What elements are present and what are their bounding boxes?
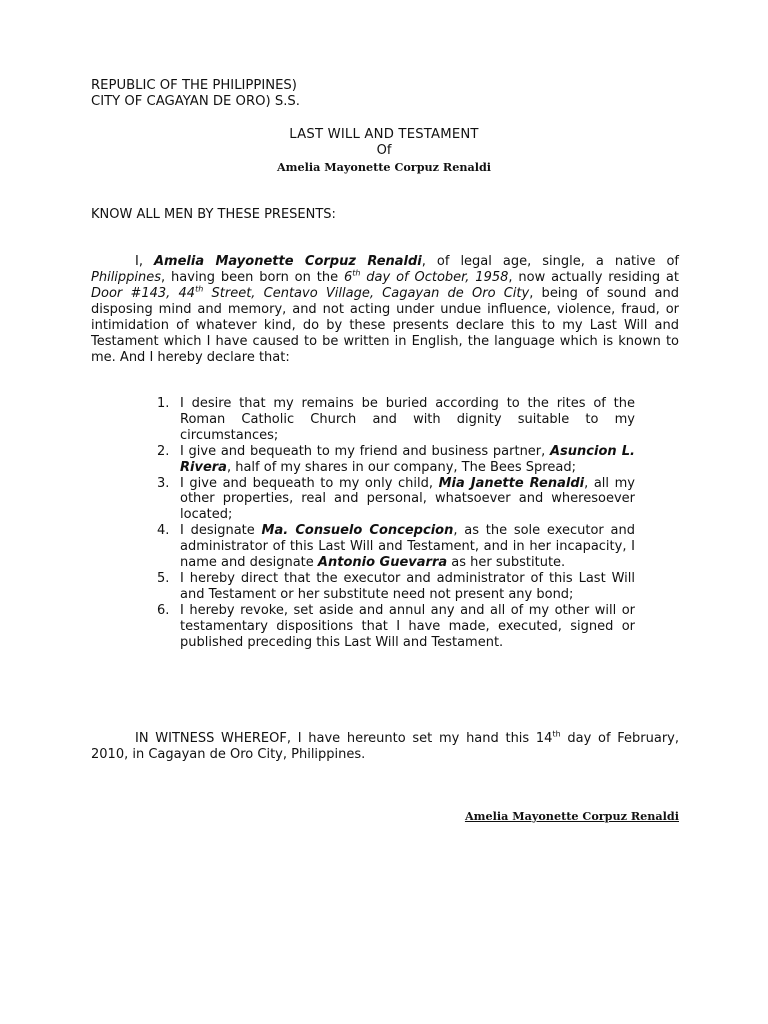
- substitute-name: Antonio Guevarra: [317, 555, 448, 571]
- beneficiary-name: Mia Janette Renaldi: [438, 475, 585, 491]
- provision-item: 2. I give and bequeath to my friend and business partner, Asuncion L. Rivera, half of my shares in our company, The Bees Spread;: [157, 443, 635, 475]
- provisions-list: [157, 396, 635, 651]
- testator-name: Amelia Mayonette Corpuz Renaldi: [153, 254, 422, 269]
- birth-date: 6th day of October, 1958: [343, 268, 509, 286]
- testator-name-heading: Amelia Mayonette Corpuz Renaldi: [276, 160, 492, 174]
- declaration-paragraph: I, Amelia Mayonette Corpuz Renaldi, of legal age, single, a native of Philippines, having been born on the 6th day of October, 1958, now actually residing at Door #143, 44th Street, Centavo Village, Cagayan de Oro City, being of sound and disposing mind and memory, and not acting under undue influence, violence, fraud, or intimidation of whatever kind, do by these presents declare this to my Last Will and Testament which I have caused to be written in English, the language which is known to me. And I hereby declare that:: [91, 254, 679, 366]
- provision-item: 5. I hereby direct that the executor and administrator of this Last Will and Testament or her substitute need not present any bond;: [157, 570, 635, 602]
- witness-paragraph: IN WITNESS WHEREOF, I have hereunto set my hand this 14th day of February, 2010, in Cagayan de Oro City, Philippines.: [91, 729, 680, 763]
- caption-republic: REPUBLIC OF THE PHILIPPINES): [91, 78, 297, 93]
- provision-item: 3. I give and bequeath to my only child, Mia Janette Renaldi, all my other properties, real and personal, whatsoever and wheresoever located;: [157, 475, 635, 523]
- address: Door #143, 44th Street, Centavo Village, Cagayan de Oro City: [91, 284, 530, 302]
- document-title: LAST WILL AND TESTAMENT: [289, 127, 479, 142]
- signature-name: Amelia Mayonette Corpuz Renaldi: [464, 809, 679, 823]
- country: Philippines: [91, 270, 162, 286]
- caption-city: CITY OF CAGAYAN DE ORO) S.S.: [91, 94, 300, 109]
- beneficiary-name: Asuncion L. Rivera: [180, 443, 635, 475]
- provision-item: 4. I designate Ma. Consuelo Concepcion, as the sole executor and administrator of this Last Will and Testament, and in her incapacity, I name and designate Antonio Guevarra as her substitute.: [157, 523, 635, 571]
- provision-item: 1. I desire that my remains be buried according to the rites of the Roman Catholic Church and with dignity suitable to my circumstances;: [157, 396, 635, 443]
- executor-name: Ma. Consuelo Concepcion: [261, 523, 454, 539]
- title-of: Of: [376, 143, 392, 158]
- intro-line: KNOW ALL MEN BY THESE PRESENTS:: [91, 207, 336, 222]
- provision-item: 6. I hereby revoke, set aside and annul any and all of my other will or testamentary dispositions that I have made, executed, signed or published preceding this Last Will and Testament.: [157, 602, 635, 650]
